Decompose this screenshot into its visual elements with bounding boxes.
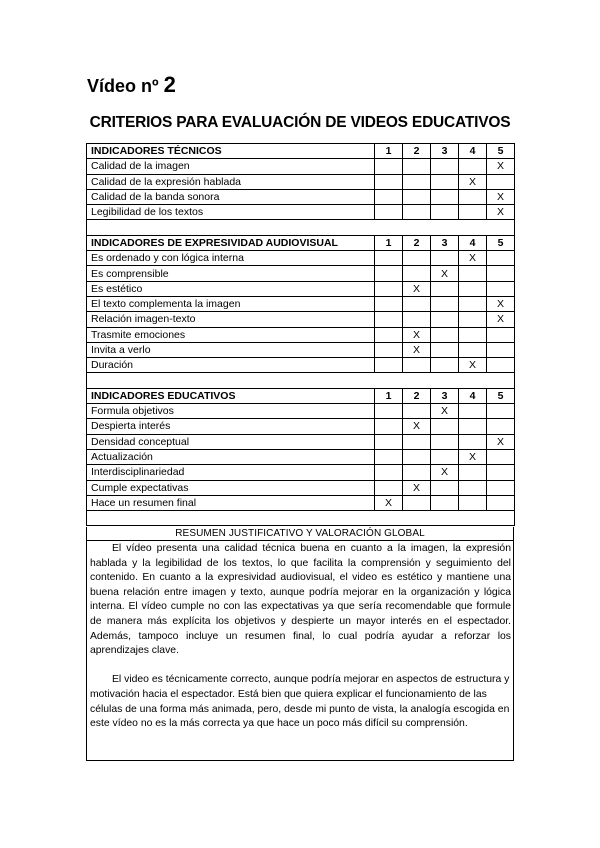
scale-header-3: 3 [431,144,459,159]
score-cell-4 [459,465,487,480]
criterion-row [87,327,515,342]
scale-header-5: 5 [487,235,515,250]
scale-header-4: 4 [459,144,487,159]
score-mark: X [459,251,487,266]
score-cell-2 [403,189,431,204]
score-cell-1 [375,189,403,204]
score-cell-3 [431,434,459,449]
score-cell-4 [459,327,487,342]
score-cell-4 [459,159,487,174]
score-cell-1 [375,419,403,434]
score-mark: X [403,327,431,342]
score-cell-4 [459,480,487,495]
score-cell-5 [487,495,515,510]
score-mark: X [431,465,459,480]
score-cell-4 [459,281,487,296]
score-mark: X [487,434,515,449]
criterion-row [87,358,515,373]
criterion-label: Calidad de la imagen [87,159,375,174]
criterion-label: Duración [87,358,375,373]
score-cell-5 [487,327,515,342]
score-cell-1 [375,281,403,296]
score-cell-1 [375,465,403,480]
score-cell-4 [459,434,487,449]
criterion-label: Calidad de la banda sonora [87,189,375,204]
score-cell-1 [375,449,403,464]
criterion-label: Trasmite emociones [87,327,375,342]
score-cell-2 [403,358,431,373]
score-cell-3 [431,358,459,373]
criterion-label: Relación imagen-texto [87,312,375,327]
score-cell-5 [487,480,515,495]
score-cell-2 [403,312,431,327]
criterion-label: El texto complementa la imagen [87,296,375,311]
criterion-label: Cumple expectativas [87,480,375,495]
score-cell-1 [375,159,403,174]
score-mark: X [403,480,431,495]
score-cell-4 [459,266,487,281]
score-cell-1 [375,312,403,327]
section-heading: INDICADORES DE EXPRESIVIDAD AUDIOVISUAL [87,235,375,250]
score-cell-5 [487,358,515,373]
criterion-label: Invita a verlo [87,342,375,357]
score-cell-4 [459,205,487,220]
score-cell-2 [403,159,431,174]
score-cell-2 [403,404,431,419]
section-heading: INDICADORES EDUCATIVOS [87,388,375,403]
criterion-row [87,495,515,510]
score-cell-5 [487,342,515,357]
score-cell-3 [431,174,459,189]
score-cell-2 [403,449,431,464]
score-mark: X [403,281,431,296]
score-cell-4 [459,404,487,419]
score-cell-1 [375,327,403,342]
section-header-row [87,144,515,159]
criterion-row [87,189,515,204]
summary-paragraph: El vídeo presenta una calidad técnica buena en cuanto a la imagen, la expresión hablada y la legibilidad de los textos, lo que facilita la comprensión y seguimiento del contenido. En cuanto a la expresividad audiovisual, el video es estético y mantiene una buena relación entre imagen y texto, aunque podría mejorar en la organización y lógica interna. El vídeo cumple no con las expectativas ya que sería recomendable que formule de manera más explícita los objetivos y despierte un mayor interés en el espectador. Además, tampoco incluye un resumen final, lo cual podría ayudar a reforzar los aprendizajes clave. [90,543,511,657]
score-cell-4 [459,342,487,357]
score-cell-5 [487,465,515,480]
score-cell-4 [459,419,487,434]
score-cell-3 [431,159,459,174]
score-mark: X [487,189,515,204]
criterion-label: Legibilidad de los textos [87,205,375,220]
section-heading: INDICADORES TÉCNICOS [87,144,375,159]
score-cell-2 [403,174,431,189]
score-cell-3 [431,480,459,495]
score-cell-2 [403,296,431,311]
section-header-row [87,388,515,403]
scale-header-4: 4 [459,388,487,403]
criterion-label: Densidad conceptual [87,434,375,449]
score-cell-1 [375,404,403,419]
score-cell-4 [459,312,487,327]
score-mark: X [431,404,459,419]
criterion-label: Formula objetivos [87,404,375,419]
score-cell-2 [403,434,431,449]
criterion-row [87,465,515,480]
score-cell-2 [403,465,431,480]
criterion-row [87,174,515,189]
score-mark: X [459,358,487,373]
video-heading [87,74,176,97]
criterion-label: Calidad de la expresión hablada [87,174,375,189]
score-cell-4 [459,296,487,311]
score-cell-2 [403,205,431,220]
score-mark: X [431,266,459,281]
score-cell-5 [487,174,515,189]
spacer-row [87,220,515,235]
criterion-row [87,296,515,311]
score-mark: X [487,159,515,174]
spacer-row [87,511,515,526]
criterion-row [87,419,515,434]
video-number: 2 [163,72,176,97]
score-cell-3 [431,281,459,296]
criterion-row [87,159,515,174]
score-cell-2 [403,266,431,281]
score-cell-1 [375,205,403,220]
score-cell-2 [403,251,431,266]
score-cell-3 [431,251,459,266]
score-cell-3 [431,327,459,342]
scale-header-3: 3 [431,388,459,403]
score-mark: X [459,174,487,189]
score-cell-1 [375,480,403,495]
scale-header-2: 2 [403,388,431,403]
score-cell-4 [459,189,487,204]
scale-header-2: 2 [403,235,431,250]
score-cell-5 [487,419,515,434]
score-mark: X [487,312,515,327]
criterion-row [87,480,515,495]
score-cell-3 [431,495,459,510]
criterion-row [87,281,515,296]
criterion-row [87,342,515,357]
score-cell-1 [375,251,403,266]
score-cell-5 [487,251,515,266]
criterion-label: Despierta interés [87,419,375,434]
criterion-row [87,449,515,464]
criterion-label: Es estético [87,281,375,296]
score-cell-1 [375,174,403,189]
score-cell-5 [487,449,515,464]
scale-header-5: 5 [487,144,515,159]
scale-header-4: 4 [459,235,487,250]
scale-header-1: 1 [375,388,403,403]
score-mark: X [487,296,515,311]
summary-title: RESUMEN JUSTIFICATIVO Y VALORACIÓN GLOBAL [87,527,513,541]
video-label: Vídeo nº [87,76,159,96]
criterion-label: Hace un resumen final [87,495,375,510]
score-cell-3 [431,296,459,311]
criterion-row [87,266,515,281]
score-cell-1 [375,266,403,281]
score-cell-3 [431,449,459,464]
score-cell-3 [431,419,459,434]
page-title: CRITERIOS PARA EVALUACIÓN DE VIDEOS EDUCATIVOS [89,114,511,131]
score-cell-5 [487,404,515,419]
score-cell-3 [431,342,459,357]
criterion-row [87,251,515,266]
summary-paragraph: El video es técnicamente correcto, aunque podría mejorar en aspectos de estructura y motivación hacia el espectador. Está bien que quiera explicar el funcionamiento de las células de una forma más animada, pero, desde mi punto de vista, la analogía escogida en este vídeo no es la más correcta ya que hace un poco más difícil su comprensión. [90,674,510,730]
criterion-label: Es ordenado y con lógica interna [87,251,375,266]
score-cell-3 [431,189,459,204]
criterion-label: Es comprensible [87,266,375,281]
summary-box [86,527,514,761]
section-header-row [87,235,515,250]
score-mark: X [375,495,403,510]
score-mark: X [403,419,431,434]
scale-header-5: 5 [487,388,515,403]
scale-header-1: 1 [375,144,403,159]
criteria-table [86,143,515,526]
scale-header-2: 2 [403,144,431,159]
score-cell-1 [375,434,403,449]
scale-header-3: 3 [431,235,459,250]
score-cell-5 [487,281,515,296]
criterion-row [87,404,515,419]
score-mark: X [403,342,431,357]
criterion-row [87,205,515,220]
criterion-label: Actualización [87,449,375,464]
spacer-row [87,373,515,388]
score-mark: X [487,205,515,220]
score-cell-3 [431,312,459,327]
score-cell-4 [459,495,487,510]
score-cell-2 [403,495,431,510]
score-cell-1 [375,296,403,311]
score-cell-1 [375,342,403,357]
scale-header-1: 1 [375,235,403,250]
score-cell-3 [431,205,459,220]
score-mark: X [459,449,487,464]
summary-text [87,541,513,732]
criterion-label: Interdisciplinariedad [87,465,375,480]
criterion-row [87,434,515,449]
score-cell-5 [487,266,515,281]
criterion-row [87,312,515,327]
score-cell-1 [375,358,403,373]
